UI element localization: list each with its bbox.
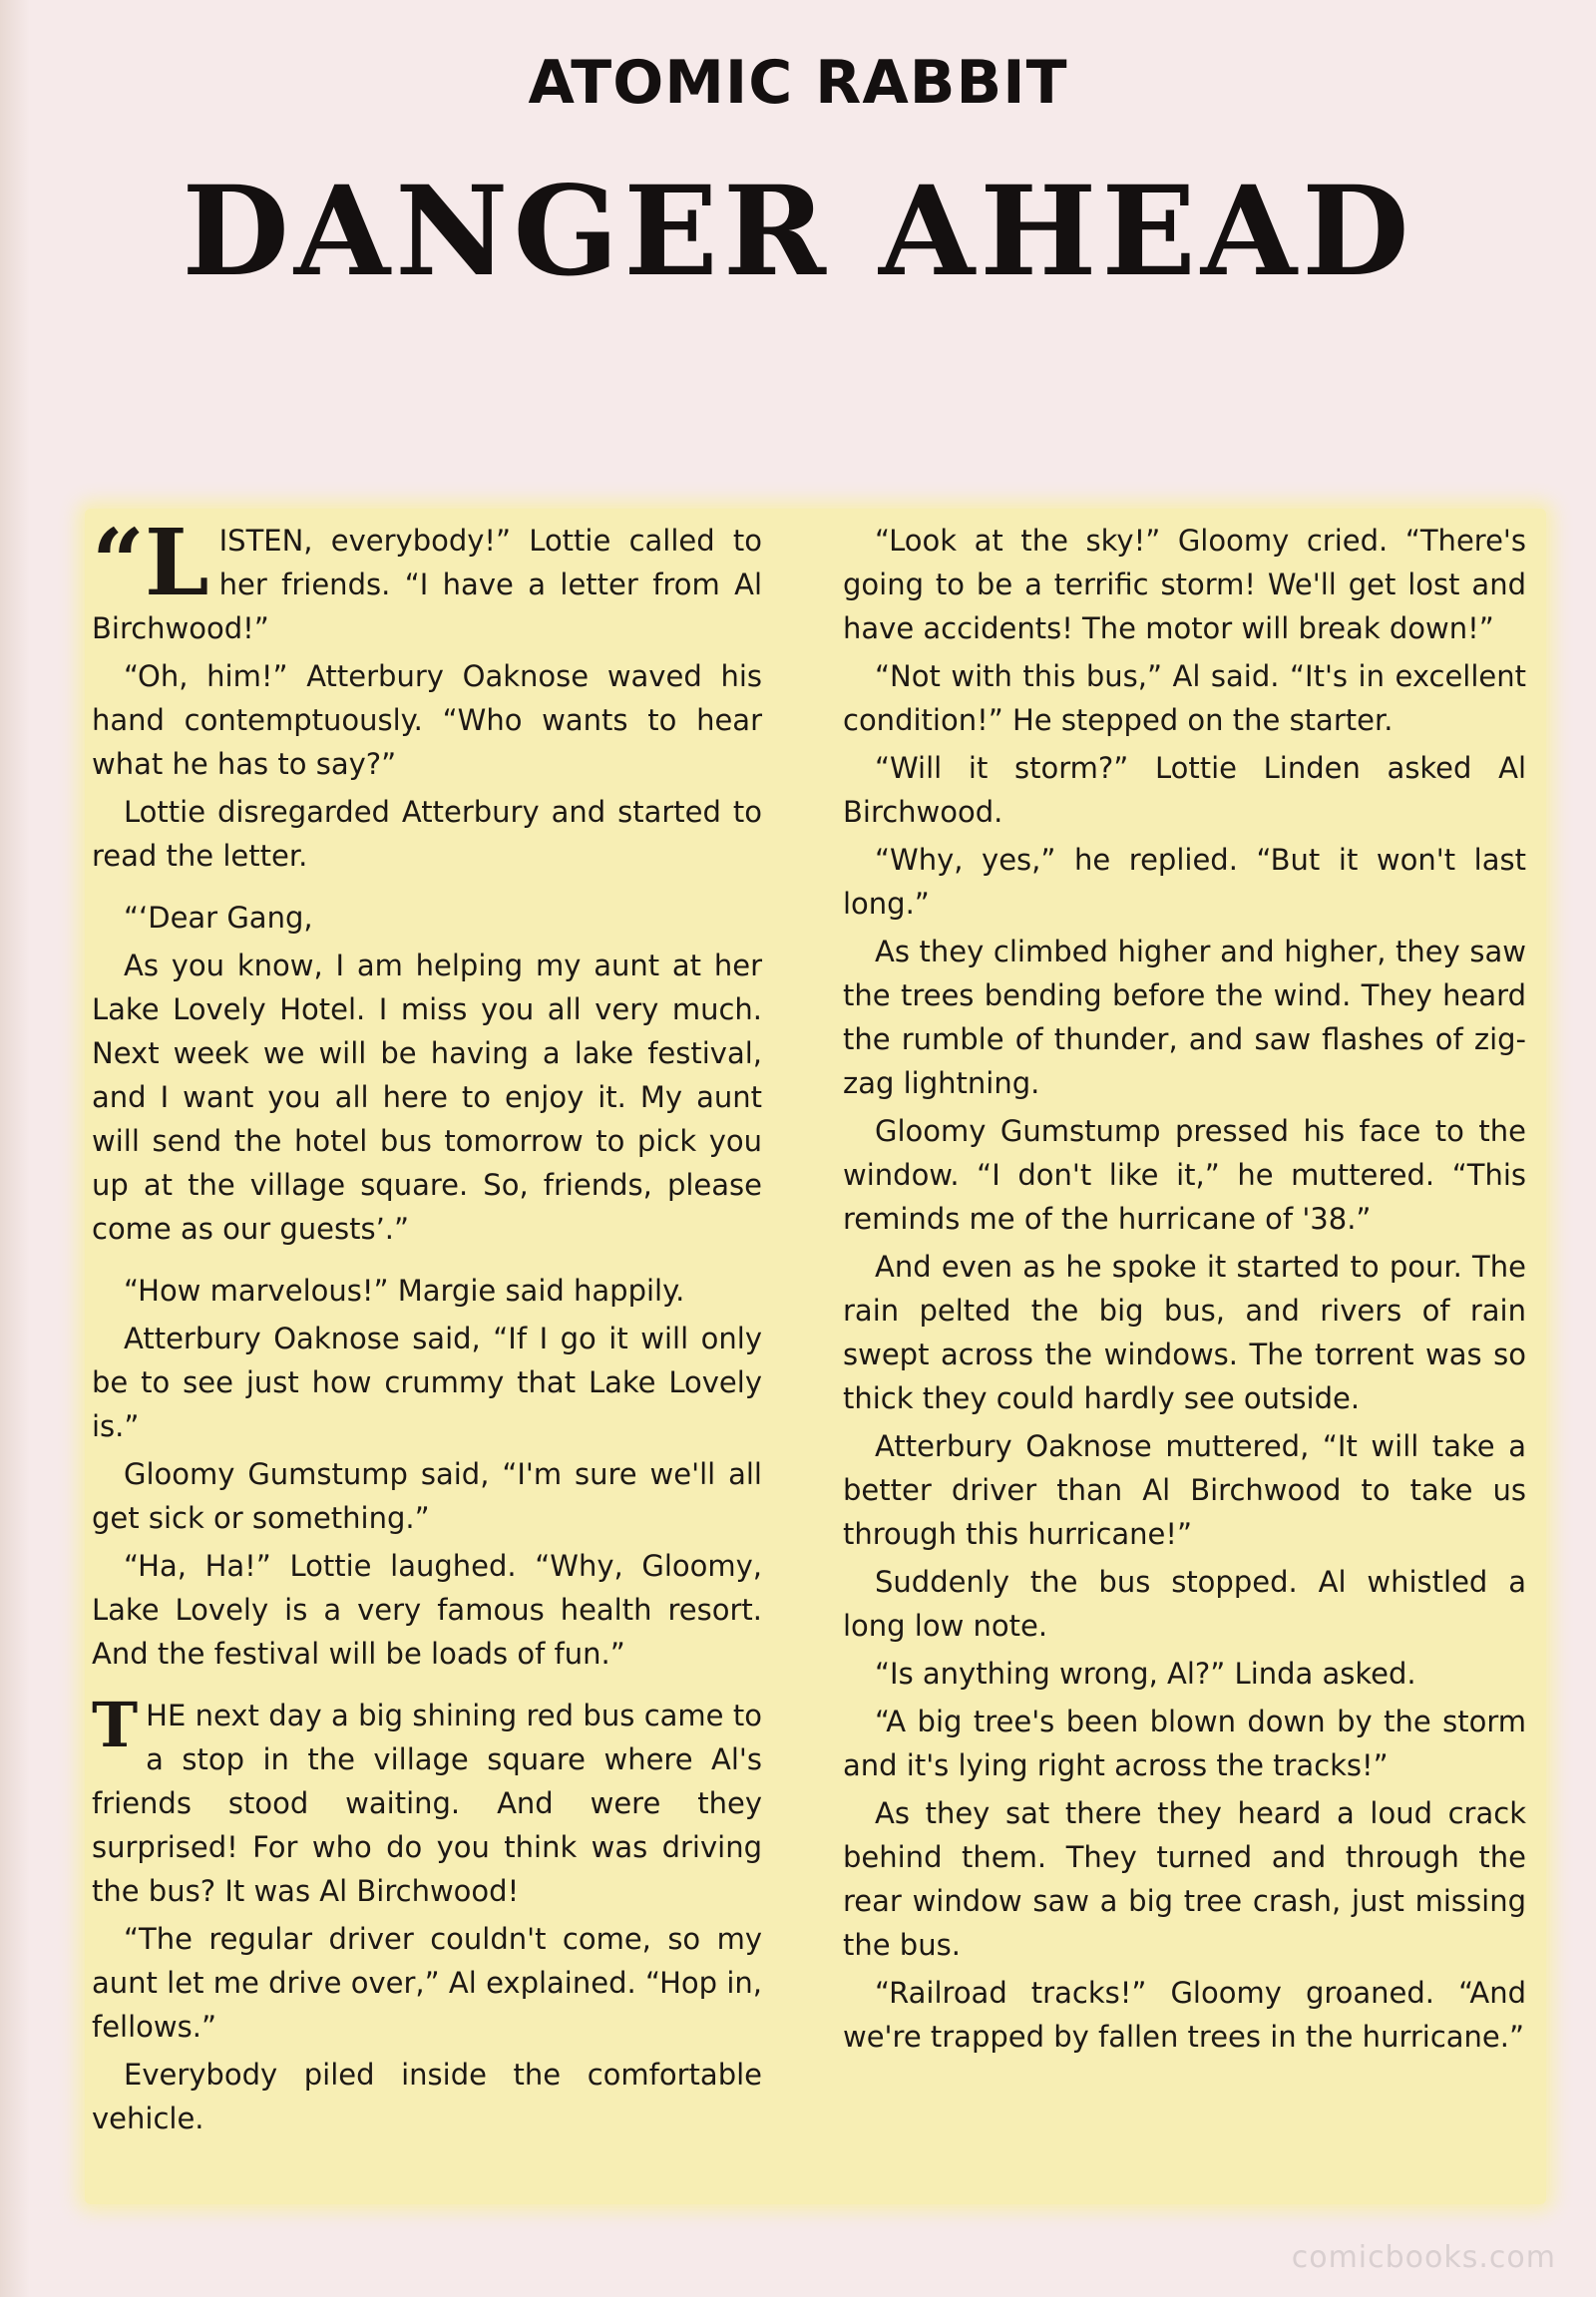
paragraph: Everybody piled inside the comfortable vehicle. [92, 2058, 762, 2135]
paragraph: “Ha, Ha!” Lottie laughed. “Why, Gloomy, Lake Lovely is a very famous health resort. And the festival will be loads of fun.” [92, 1549, 762, 1671]
paragraph: “How marvelous!” Margie said happily. [124, 1274, 685, 1308]
paragraph: “Railroad tracks!” Gloomy groaned. “And we're trapped by fallen trees in the hurricane.” [843, 1976, 1526, 2054]
right-column [843, 519, 1526, 2063]
paragraph: Atterbury Oaknose muttered, “It will take a better driver than Al Birchwood to take us through this hurricane!” [843, 1429, 1526, 1551]
paragraph: “‘Dear Gang, [124, 901, 313, 935]
paragraph: “Will it storm?” Lottie Linden asked Al Birchwood. [843, 751, 1526, 829]
paragraph-text: HE next day a big shining red bus came to a stop in the village square where Al's friends stood waiting. And were they surprised! For who do you think was driving the bus? It was Al Birchwood! [92, 1699, 762, 1908]
paragraph: “Oh, him!” Atterbury Oaknose waved his hand contemptuously. “Who wants to hear what he has to say?” [92, 659, 762, 781]
paragraph [92, 1689, 762, 1913]
story-title: DANGER AHEAD [182, 160, 1414, 304]
paragraph: Gloomy Gumstump pressed his face to the window. “I don't like it,” he muttered. “This reminds me of the hurricane of '38.” [843, 1114, 1526, 1236]
paragraph: “Not with this bus,” Al said. “It's in excellent condition!” He stepped on the starter. [843, 659, 1526, 737]
paragraph: “Look at the sky!” Gloomy cried. “There's going to be a terrific storm! We'll get lost and have accidents! The motor will break down!” [843, 524, 1526, 645]
paragraph: “Is anything wrong, Al?” Linda asked. [875, 1657, 1416, 1691]
paragraph: “The regular driver couldn't come, so my aunt let me drive over,” Al explained. “Hop in, fellows.” [92, 1922, 762, 2044]
paragraph: As you know, I am helping my aunt at her Lake Lovely Hotel. I miss you all very much. Next week we will be having a lake festival, and I want you all here to enjoy it. My aunt will send the hotel bus tomorrow to pick you up at the village square. So, friends, please come as our guests’.” [92, 949, 762, 1246]
paragraph: As they sat there they heard a loud crack behind them. They turned and through the rear window saw a big tree crash, just missing the bus. [843, 1796, 1526, 1962]
paragraph: And even as he spoke it started to pour. The rain pelted the big bus, and rivers of rain swept across the windows. The torrent was so thick they could hardly see outside. [843, 1250, 1526, 1415]
paragraph: “A big tree's been blown down by the storm and it's lying right across the tracks!” [843, 1705, 1526, 1782]
paragraph: Lottie disregarded Atterbury and started to read the letter. [92, 795, 762, 873]
left-column [92, 509, 762, 2144]
paragraph: Suddenly the bus stopped. Al whistled a long low note. [843, 1565, 1526, 1643]
paragraph-text: ISTEN, everybody!” Lottie called to her friends. “I have a letter from Al Birchwood!” [92, 524, 762, 645]
watermark: comicbooks.com [1291, 2240, 1556, 2275]
paragraph: “Why, yes,” he replied. “But it won't last long.” [843, 843, 1526, 921]
drop-cap: “L [92, 509, 209, 616]
series-title: ATOMIC RABBIT [528, 48, 1068, 118]
paragraph: Atterbury Oaknose said, “If I go it will only be to see just how crummy that Lake Lovely is.” [92, 1322, 762, 1443]
paragraph: Gloomy Gumstump said, “I'm sure we'll all get sick or something.” [92, 1457, 762, 1535]
drop-cap: T [92, 1689, 139, 1761]
page-spine [0, 0, 30, 2297]
paragraph: As they climbed higher and higher, they saw the trees bending before the wind. They heard the rumble of thunder, and saw flashes of zig-zag lightning. [843, 935, 1526, 1100]
paragraph [92, 509, 762, 650]
